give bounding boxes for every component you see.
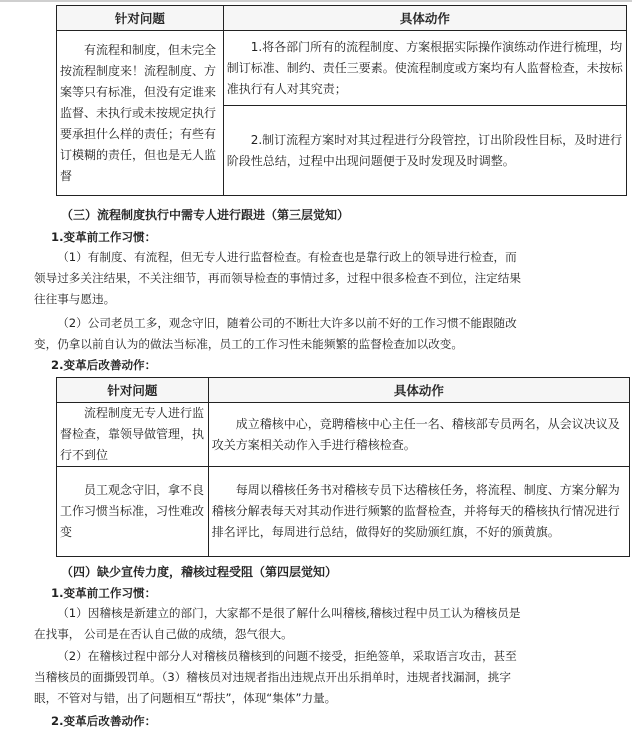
problem-text: 有流程和制度，但未完全按流程制度来！流程制度、方案等只有标准，但没有定谁来监督、未执行或未按规定执行要承担什么样的责任；有些有订模糊的责任，但也是无人监督 <box>60 42 217 183</box>
table1-action-cell <box>223 31 626 196</box>
section3-paragraph-1: （1）有制度、有流程，但无专人进行监督检查。有检查也是靠行政上的领导进行检查，而领导过多关注结果，不关注细节，再而领导检查的事情过多，过程中很多检查不到位，注定结果往往事与愿违。 <box>34 250 521 306</box>
action-text-2: 2.制订流程方案时对其过程进行分段管控，订出阶段性目标，及时进行阶段性总结，过程中出现问题便于及时发现及时调整。 <box>226 132 623 168</box>
section3-after-label: 2.变革后改善动作： <box>51 358 157 372</box>
section4-heading: （四）缺少宣传力度，稽核过程受阻（第四层觉知） <box>61 565 338 579</box>
table-process-issues <box>56 5 627 196</box>
table1-header-action: 具体动作 <box>223 6 626 31</box>
problem-text: 流程制度无专人进行监督检查，靠领导做管理，执行不到位 <box>60 406 205 462</box>
section3-before-label: 1.变革前工作习惯： <box>51 230 157 244</box>
table2-header-action: 具体动作 <box>208 378 629 403</box>
top-border <box>0 0 632 2</box>
section4-after-label: 2.变革后改善动作： <box>51 714 157 728</box>
table-row <box>57 403 630 467</box>
section4-before-label: 1.变革前工作习惯： <box>51 586 157 600</box>
table1-problem-cell <box>57 31 224 196</box>
action-text-1: 1.将各部门所有的流程制度、方案根据实际操作演练动作进行梳理，均制订标准、制约、责任三要素。使流程制度或方案均有人监督检查，未按标准执行有人对其究责； <box>226 39 623 96</box>
problem-text: 员工观念守旧，拿不良工作习惯当标准，习性难改变 <box>60 483 205 539</box>
table2-header-problem: 针对问题 <box>57 378 209 403</box>
section3-paragraph-2: （2）公司老员工多，观念守旧，随着公司的不断壮大许多以前不好的工作习惯不能跟随改变，仍拿以前自认为的做法当标准，员工的工作习性未能频繁的监督检查加以改变。 <box>34 316 517 351</box>
action-text: 成立稽核中心，竞聘稽核中心主任一名、稽核部专员两名，从会议决议及攻关方案相关动作入手进行稽核检查。 <box>211 416 620 452</box>
section4-paragraph-1: （1）因稽核是新建立的部门，大家都不是很了解什么叫稽核,稽核过程中员工认为稽核员是在找事， 公司是在否认自己做的成绩，怨气很大。 <box>34 606 521 641</box>
table1-header-problem: 针对问题 <box>57 6 224 31</box>
section4-paragraph-2: （2）在稽核过程中部分人对稽核员稽核到的问题不接受，拒绝签单，采取语言攻击，甚至当稽核员的面撕毁罚单。（3）稽核员对违规者指出违规点开出乐捐单时，违规者找漏洞，挑字眼，不管对与错，出了问题相互“帮扶”，体现“集体”力量。 <box>34 649 517 705</box>
section3-heading: （三）流程制度执行中需专人进行跟进（第三层觉知） <box>61 208 350 222</box>
table-row <box>57 467 630 557</box>
table-audit-issues <box>56 377 630 557</box>
action-text: 每周以稽核任务书对稽核专员下达稽核任务，将流程、制度、方案分解为稽核分解表每天对其动作进行频繁的监督检查，并将每天的稽核执行情况进行排名评比，每周进行总结，做得好的奖励颁红旗，不好的颁黄旗。 <box>211 483 620 539</box>
